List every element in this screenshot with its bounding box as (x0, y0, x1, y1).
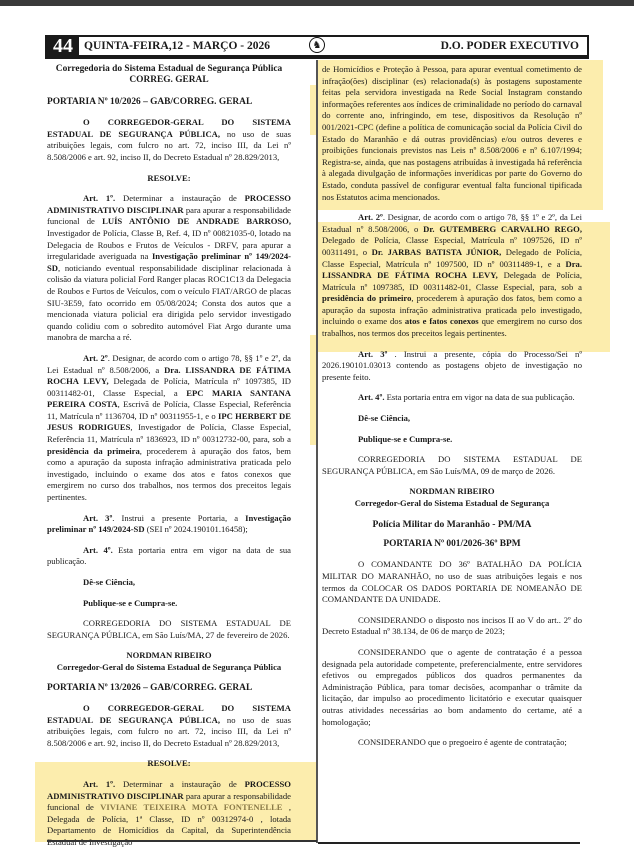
closing-line: CORREGEDORIA DO SISTEMA ESTADUAL DE SEGURANÇA PÚBLICA, em São Luís/MA, 27 de fevereiro de 2026. (47, 618, 291, 640)
signer-name: NORDMAN RIBEIRO (126, 650, 212, 661)
considerando-2: CONSIDERANDO que o agente de contratação é a pessoa designada pela autoridade competente, preferencialmente, entre servidores efetivos ou empregados públicos dos quadros permanentes da Administração Pública, para tomar decisões, acompanhar o trâmite da licitação, dar impulso ao procedimento licitatório e executar quaisquer outras atividades necessárias ao bom andamento do certame, até a homologação; (322, 646, 582, 727)
pm-portaria-title: PORTARIA Nº 001/2026-36º BPM (383, 539, 521, 549)
portaria-13-preamble (47, 703, 291, 749)
text: Delegado de Polícia, Classe Especial, Matrícula nº 1097500, ID nº 00311489-1, e a (322, 246, 582, 269)
text: , Investigador de Polícia, Classe Especial, Referência 11, Matrícula nº 1836923, ID nº 00312732-00, para, sob a (47, 422, 291, 445)
considerando-1: CONSIDERANDO o disposto nos incisos II ao V do art.. 2º do Decreto Estadual nº 38.134, de 06 de março de 2023; (322, 614, 582, 637)
text: , Delegada de Polícia, 1ª Classe, ID nº 00312974-0 , lotada Departamento de Homicídios da Capital, da Superintendência (47, 802, 291, 836)
investigated-name: VIVIANE TEIXEIRA MOTA FONTENELLE (100, 802, 283, 813)
portaria-10-preamble (47, 117, 291, 163)
commission-member: IPC HERBERT DE JESUS RODRIGUES (47, 410, 291, 433)
portaria-10-art1 (47, 193, 291, 344)
portaria-13-art2 (322, 212, 582, 340)
section-name: D.O. PODER EXECUTIVO (440, 40, 579, 52)
text-bold: presidência do primeiro (322, 293, 412, 304)
page-header (45, 35, 589, 57)
text: , Escrivã de Polícia, Classe Especial, Referência 11, Matrícula nº 1136704, ID nº 00311955-1, e o (47, 399, 292, 421)
article-label: Art. 2º (358, 212, 383, 223)
header-divider (45, 57, 589, 59)
text: Delegada de Polícia, Matrícula nº 1097385, ID 00311482-01, Classe Especial, a (47, 376, 291, 398)
ciencia-line: Dê-se Ciência, (358, 413, 411, 424)
publication-date: QUINTA-FEIRA,12 - MARÇO - 2026 (84, 40, 271, 52)
footer-rule-left (47, 840, 317, 842)
text: . Designar, de acordo com o artigo 78, §§ 1º e 2º, da Lei Estadual nº 8.508/2006, a (47, 352, 291, 375)
text: que emergirem no curso dos trabalhos, nos termos dos preceitos legais pertinentes. (322, 316, 582, 339)
publique-line: Publique-se e Cumpra-se. (83, 597, 178, 608)
preamble-bold: O CORREGEDOR-GERAL DO SISTEMA ESTADUAL DE SEGURANÇA PÚBLICA, (47, 117, 291, 139)
text: Esta portaria entra em vigor na data de sua publicação. (384, 392, 575, 403)
preamble-text: no uso de suas atribuições legais, com fulcro no art. 72, inciso III, da Lei nº 8.508/2006 e art. 92, inciso II, do Decreto Estadual nº 28.829/2013, (47, 128, 291, 162)
text: Delegado de Polícia, Classe Especial, Matrícula nº 1097526, ID nº 00311491, o (322, 235, 582, 257)
text-bold: PROCESSO ADMINISTRATIVO DISCIPLINAR (47, 778, 291, 801)
signer-role: Corregedor-Geral do Sistema Estadual de Segurança Pública (56, 661, 282, 672)
text: Determinar a instauração de (115, 193, 245, 204)
preamble-text: no uso de suas atribuições legais, com fulcro no art. 72, inciso III, da Lei nº 8.508/2006 e art. 92, inciso II, do Decreto Estadual nº 28.829/2013, (47, 714, 291, 748)
text: . Instrui a presente Portaria, a (112, 512, 246, 523)
commission-member: Dra. LISSANDRA DE FÁTIMA ROCHA LEVY, (47, 364, 292, 387)
text: , noticiando eventual responsabilidade disciplinar relacionada à colisão da viatura policial Ford Ranger placas ROC1C13 da Delegacia de Roubos e Furtos de Veículos, com o veículo FIAT/ARGO de placas SIU-3E59, fato ocorrido em 05/08/2024; Consta dos autos que a mencionada viatura policial era dirigida pelo servidor investigado quando colidiu com o sobredito automóvel Fiat Argo durante uma manobra de marcha a ré. (47, 262, 291, 343)
org-subtitle: CORREG. GERAL (129, 75, 209, 86)
org-title: Corregedoria do Sistema Estadual de Segurança Pública (55, 64, 283, 74)
article-label: Art. 4º. (358, 392, 385, 403)
text: Determinar a instauração de (115, 778, 245, 789)
pm-preamble: O COMANDANTE DO 36º BATALHÃO DA POLÍCIA MILITAR DO MARANHÃO, no uso de suas atribuições legais e nos termos da COLOCAR OS DADOS PORTARIA DE NOMEANÃO DE COMANDANTE DA UNIDADE. (322, 559, 582, 605)
resolve-heading: RESOLVE: (147, 172, 191, 183)
article-label: Art. 1º. (83, 193, 116, 204)
portaria-10-title: PORTARIA Nº 10/2026 – GAB/CORREG. GERAL (47, 96, 253, 107)
portaria-10-art3 (47, 513, 291, 536)
text: Esta portaria entra em vigor na data de sua publicação. (47, 544, 291, 567)
coat-of-arms-icon: ♞ (309, 37, 325, 53)
continued-text: de Homicídios e Proteção à Pessoa, para apurar eventual cometimento de infração(ões) disciplinar (es) relacionada(s) às postagens supostamente feitas pela servidora investigada na Rede Social Instagram constando informações referentes aos índices de criminalidade no período do carnaval do corrente ano, infringindo, em tese, dispositivos da Resolução nº 001/2021-CPC (define a política de comunicação social da Polícia Civil do Estado do Maranhão e dá outras providências) e/ou outros deveres e proibições funcionais previstos nas Leis nº 8.508/2006 e nº 6.107/1994; Registra-se, ainda, que nas postagens atribuídas à investigada há referência à alegada divulgação de informações inverídicas por parte do Governo do Estado, conduta passível de configurar eventual falta funcional tipificada nos Estatutos acima mencionados. (322, 64, 582, 202)
text: , procederem à apuração dos fatos, bem como a apuração da suposta infração administrativa praticada pelo investigado, incluindo o exame dos atos e fatos conexos que emergirem no curso dos trabalhos, nos termos dos preceitos legais pertinentes. (47, 445, 291, 503)
text-bold: Investigação preliminar nº 149/2024-SD (47, 251, 291, 273)
page-number: 44 (47, 37, 79, 55)
text-bold: atos e fatos conexos (404, 316, 479, 327)
signer-role: Corregedor-Geral do Sistema Estadual de Segurança (354, 498, 550, 508)
commission-member: EPC MARIA SANTANA PEREIRA COSTA (47, 387, 291, 410)
commission-member: Dr. GUTEMBERG CARVALHO REGO, (423, 223, 582, 234)
preamble-bold: O CORREGEDOR-GERAL DO SISTEMA ESTADUAL DE SEGURANÇA PÚBLICA, (47, 702, 291, 725)
footer-rule-right (318, 842, 580, 844)
column-divider (316, 60, 318, 843)
text-bold: presidência da primeira (47, 445, 140, 456)
portaria-13-art4 (322, 392, 582, 404)
article-label: Art. 3º (83, 512, 113, 523)
investigated-name: LUÍS ANTÔNIO DE ANDRADE BARROSO, (102, 216, 291, 227)
text: (SEI nº 2024.190101.16458); (144, 524, 248, 535)
commission-member: Dra. LISSANDRA DE FÁTIMA ROCHA LEVY, (322, 258, 582, 281)
text: para apurar a responsabilidade funcional de (47, 790, 291, 813)
article-label: Art. 3º (358, 348, 388, 359)
commission-member: Dr. JARBAS BATISTA JÚNIOR, (371, 246, 502, 257)
pm-section-title: Polícia Militar do Maranhão - PM/MA (372, 518, 532, 530)
left-column (47, 64, 291, 858)
considerando-3: CONSIDERANDO que o pregoeiro é agente de contratação; (358, 737, 567, 748)
portaria-13-art1 (47, 779, 291, 849)
resolve-heading: RESOLVE: (147, 758, 191, 769)
text: Investigador de Polícia, Classe B, Ref. 4, ID nº 00821035-0, lotado na Delegacia de Roubos e Frutos de Veículos - DRFV, para apurar a irregularidade averiguada na (47, 227, 291, 262)
portaria-13-title: PORTARIA Nº 13/2026 – GAB/CORREG. GERAL (47, 682, 253, 693)
text: . Instrui a presente, cópia do Processo/Sei nº 2026.190101.03013 contendo as postagens objeto de investigação no presente feito. (322, 348, 582, 382)
article-label: Art. 1º. (83, 778, 116, 789)
portaria-10-art2 (47, 353, 291, 504)
portaria-13-art3 (322, 349, 582, 384)
text-bold: Investigação preliminar nº 149/2024-SD (47, 512, 291, 535)
signer-name: NORDMAN RIBEIRO (409, 486, 495, 497)
top-bar (0, 0, 634, 6)
text: , procederem à apuração dos fatos, bem como a apuração da suposta infração administrativa praticada pelo investigado, incluindo o exame dos (322, 293, 583, 327)
article-label: Art. 4º. (83, 544, 113, 555)
ciencia-line: Dê-se Ciência, (83, 577, 136, 587)
right-column (322, 64, 582, 758)
text: Delegada de Polícia, Matrícula nº 1097385, ID 00311482-01, Classe Especial, para, sob a (322, 270, 582, 292)
article-label: Art. 2º (83, 352, 108, 363)
text: para apurar a responsabilidade funcional de (47, 204, 291, 227)
closing-line: CORREGEDORIA DO SISTEMA ESTADUAL DE SEGURANÇA PÚBLICA, em São Luís/MA, 09 de março de 2026. (322, 454, 582, 476)
portaria-10-art4 (47, 545, 291, 568)
text-bold: PROCESSO ADMINISTRATIVO DISCIPLINAR (47, 193, 291, 215)
text: . Designar, de acordo com o artigo 78, §§ 1º e 2º, da Lei Estadual nº 8.508/2006, o (322, 212, 582, 234)
publique-line: Publique-se e Cumpra-se. (358, 433, 453, 444)
